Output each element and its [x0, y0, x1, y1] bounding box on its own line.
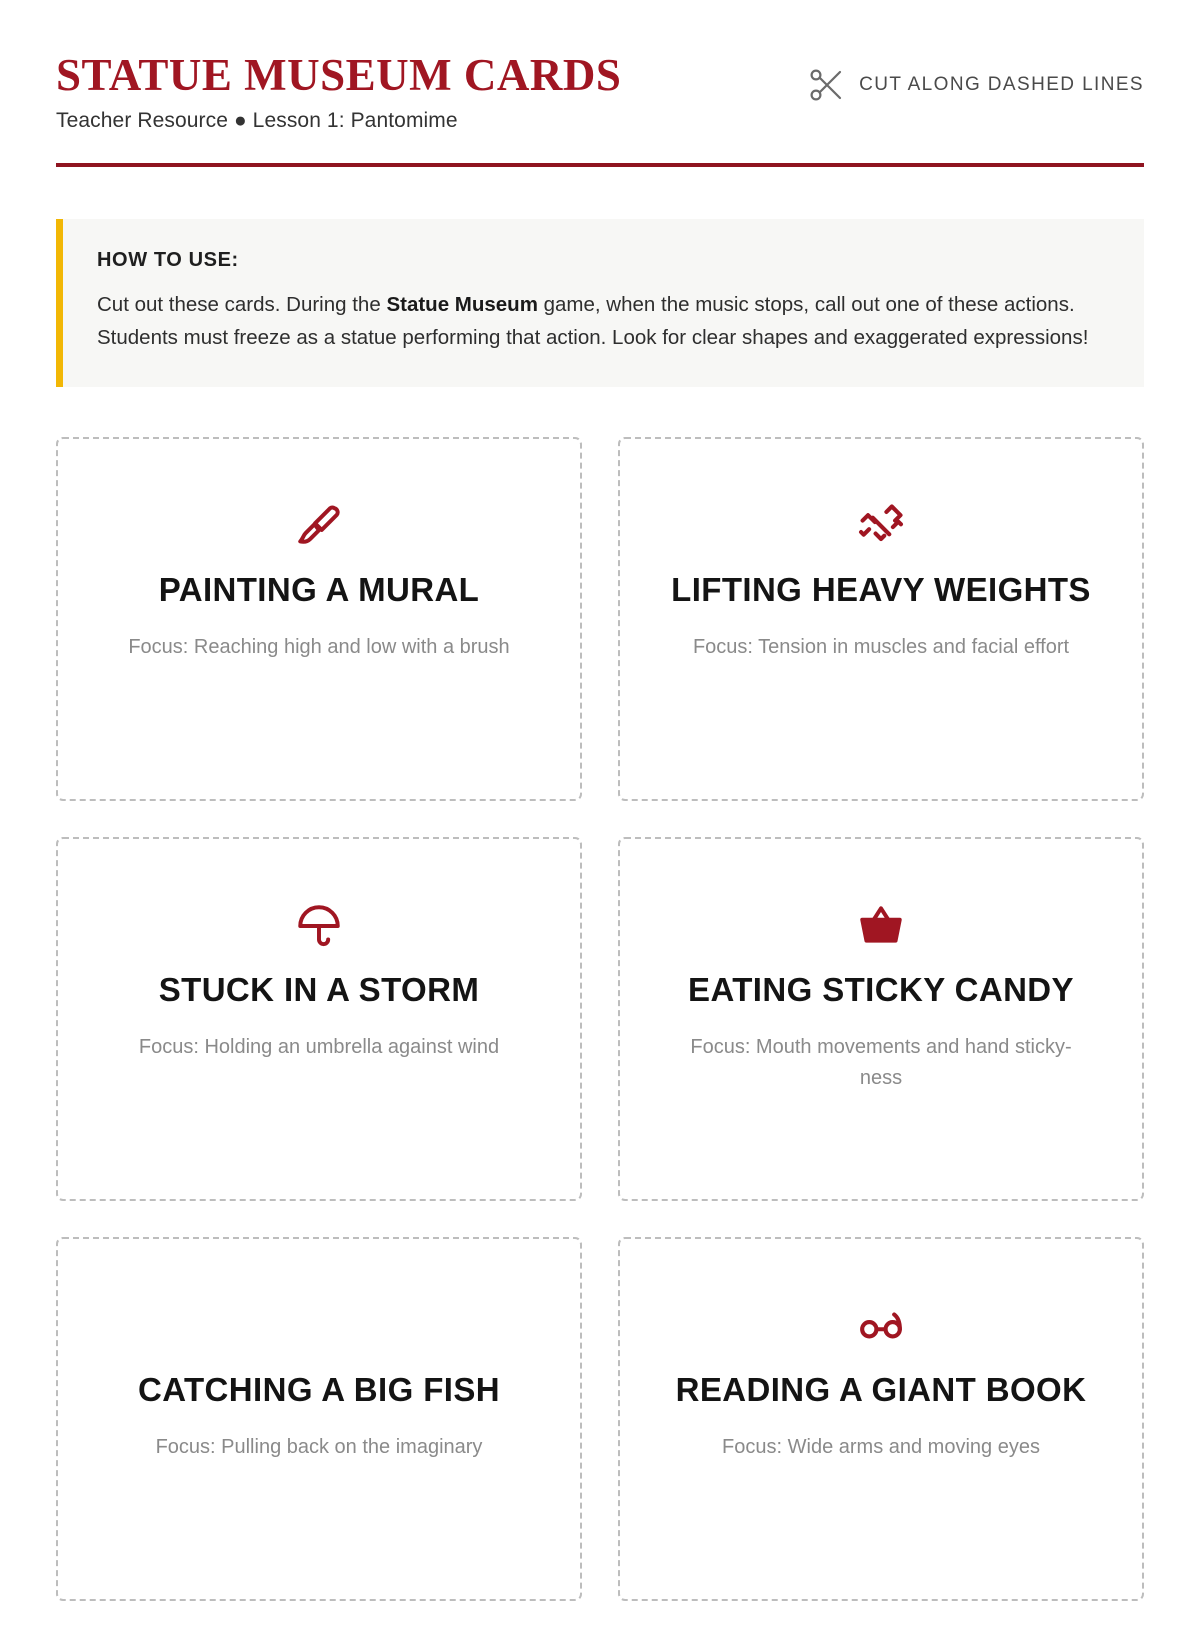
header-title-block: [56, 52, 621, 133]
paintbrush-icon: [294, 497, 344, 555]
card-focus: Focus: Mouth movements and hand sticky-ness: [690, 1035, 1072, 1089]
how-to-use-box: [56, 219, 1144, 386]
card-lifting-heavy-weights[interactable]: [618, 437, 1144, 801]
card-title: CATCHING A BIG FISH: [137, 1370, 501, 1408]
how-to-use-game-name: Statue Museum: [386, 293, 538, 317]
dumbbell-icon: [855, 497, 907, 555]
glasses-icon: [855, 1297, 907, 1355]
how-to-use-text-part2: game, when the music stops, call out one of these actions. Students must freeze as a statue performing that action. Look for clear shapes and exaggerated expressions!: [97, 293, 1089, 350]
how-to-use-text: [97, 288, 1110, 354]
card-focus: Focus: Tension in muscles and facial effort: [692, 635, 1070, 658]
card-title: LIFTING HEAVY WEIGHTS: [671, 570, 1091, 608]
cards-grid: [56, 437, 1144, 1641]
card-catching-a-big-fish[interactable]: [56, 1237, 582, 1601]
cut-instruction: [809, 68, 1144, 102]
card-title: PAINTING A MURAL: [158, 570, 480, 608]
card-reading-a-giant-book[interactable]: [618, 1237, 1144, 1601]
card-title: EATING STICKY CANDY: [688, 970, 1074, 1008]
umbrella-icon: [294, 897, 344, 955]
header-divider: [56, 163, 1144, 167]
card-stuck-in-a-storm[interactable]: [56, 837, 582, 1201]
cut-instruction-label: CUT ALONG DASHED LINES: [859, 74, 1144, 95]
page-subtitle: Teacher Resource ● Lesson 1: Pantomime: [56, 109, 458, 133]
card-focus: Focus: Pulling back on the imaginary: [155, 1435, 483, 1458]
card-painting-a-mural[interactable]: [56, 437, 582, 801]
card-title: STUCK IN A STORM: [158, 970, 480, 1008]
card-focus: Focus: Reaching high and low with a brush: [128, 635, 510, 658]
how-to-use-text-part1: Cut out these cards. During the: [97, 293, 387, 317]
page-title: STATUE MUSEUM CARDS: [56, 50, 622, 100]
how-to-use-label: HOW TO USE:: [97, 249, 239, 272]
card-title: READING A GIANT BOOK: [675, 1370, 1087, 1408]
card-focus: Focus: Holding an umbrella against wind: [138, 1035, 500, 1058]
document-header: [56, 52, 1144, 133]
card-focus: Focus: Wide arms and moving eyes: [722, 1435, 1040, 1458]
scissors-icon: [809, 68, 845, 102]
card-eating-sticky-candy[interactable]: [618, 837, 1144, 1201]
basket-icon: [856, 897, 906, 955]
